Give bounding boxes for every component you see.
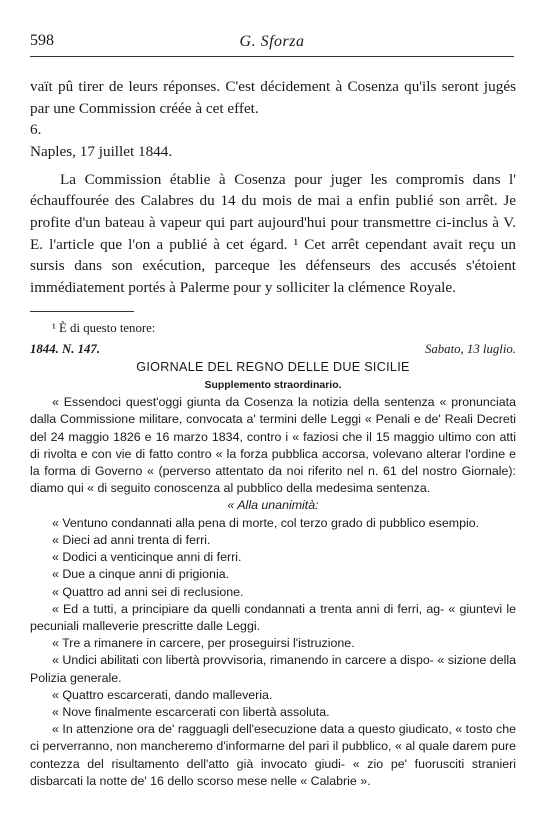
sentence-item: « Dodici a venticinque anni di ferri.: [52, 550, 242, 565]
running-head: G. Sforza: [239, 33, 305, 50]
sentence-item: « Ed a tutti, a principiare da quelli condannati a trenta anni di ferri, ag- « giuntevi le pecuniali malleverie prescritte dalle Leggi.: [30, 601, 516, 634]
journal-title: GIORNALE DEL REGNO DELLE DUE SICILIE: [136, 359, 410, 374]
continuation-paragraph: vaït pû tirer de leurs réponses. C'est décidement à Cosenza qu'ils seront jugés par une Commission créée à cet effet.: [30, 78, 516, 117]
sentence-item: « Undici abilitati con libertà provvisoria, rimanendo in carcere a dispo- « sizione della Polizia generale.: [30, 653, 516, 685]
letter-paragraph: La Commission établie à Cosenza pour juger les compromis dans l' échauffourée des Calabres du 14 du mois de mai a enfin publié son arrêt. Je profite d'un bateau à vapeur qui part aujourd'hui pour transmettre ci-inclus à V. E. l'article que l'on a publié à cet égard. ¹ Cet arrêt cependant avait reçu un sursis dans son exécution, parceque les défenseurs des accusés s'étoient immédiatement portés à Palerme pour y solliciter la clémence Royale.: [30, 170, 516, 296]
issue-line: [30, 341, 516, 358]
header-rule: [30, 56, 514, 57]
footnote: [30, 320, 516, 790]
issue-date: Sabato, 13 luglio.: [424, 342, 516, 357]
sentence-item: « Ventuno condannati alla pena di morte, col terzo grado di pubblico esempio.: [52, 515, 480, 530]
sentence-item: « In attenzione ora de' ragguagli dell'esecuzione data a questo giudicato, « tosto che ci perverranno, non mancheremo d'informarne del pari il pubblico, « al quale darem pure contezza del risultamento dell'atto già invocato giudi- « zio pe' fuorusciti stranieri disbarcati la notte de' 16 dello scorso mese nelle « Calabrie ».: [30, 722, 516, 788]
issue-number: 1844. N. 147.: [30, 342, 101, 357]
decree-paragraph: « Essendoci quest'oggi giunta da Cosenza la notizia della sentenza « pronunciata dalla Commissione militare, convocata a' termini delle Leggi « Penali e de' Reali Decreti del 24 maggio 1826 e 16 marzo 1834, contro i « faziosi che il 15 maggio ultimo con atti di rivolta e con vie di fatto contro « la forza pubblica accorsa, volevano alterar l'ordine e la forma di Governo « (perverso attentato da noi riferito nel n. 61 del nostro Giornale): diamo qui « di seguito conoscenza al pubblico della medesima sentenza.: [30, 395, 516, 496]
sentence-item: « Tre a rimanere in carcere, per proseguirsi l'istruzione.: [52, 636, 355, 651]
sentence-item: « Dieci ad anni trenta di ferri.: [52, 533, 211, 548]
footnote-rule: [30, 311, 134, 312]
footnote-ref: ¹ È di questo tenore:: [52, 321, 156, 335]
section-number: 6.: [30, 121, 42, 139]
sentence-item: « Nove finalmente escarcerati con libertà assoluta.: [52, 705, 330, 720]
page-header: [30, 32, 514, 52]
date-line: Naples, 17 juillet 1844.: [30, 143, 173, 161]
sentence-item: « Quattro ad anni sei di reclusione.: [52, 584, 244, 599]
main-text: [30, 76, 516, 298]
supplement-heading: Supplemento straordinario.: [204, 379, 342, 392]
sentence-item: « Quattro escarcerati, dando malleveria.: [52, 687, 273, 702]
unanimity-heading: « Alla unanimità:: [227, 498, 319, 513]
page-number: 598: [30, 32, 54, 49]
sentence-item: « Due a cinque anni di prigionia.: [52, 567, 230, 582]
